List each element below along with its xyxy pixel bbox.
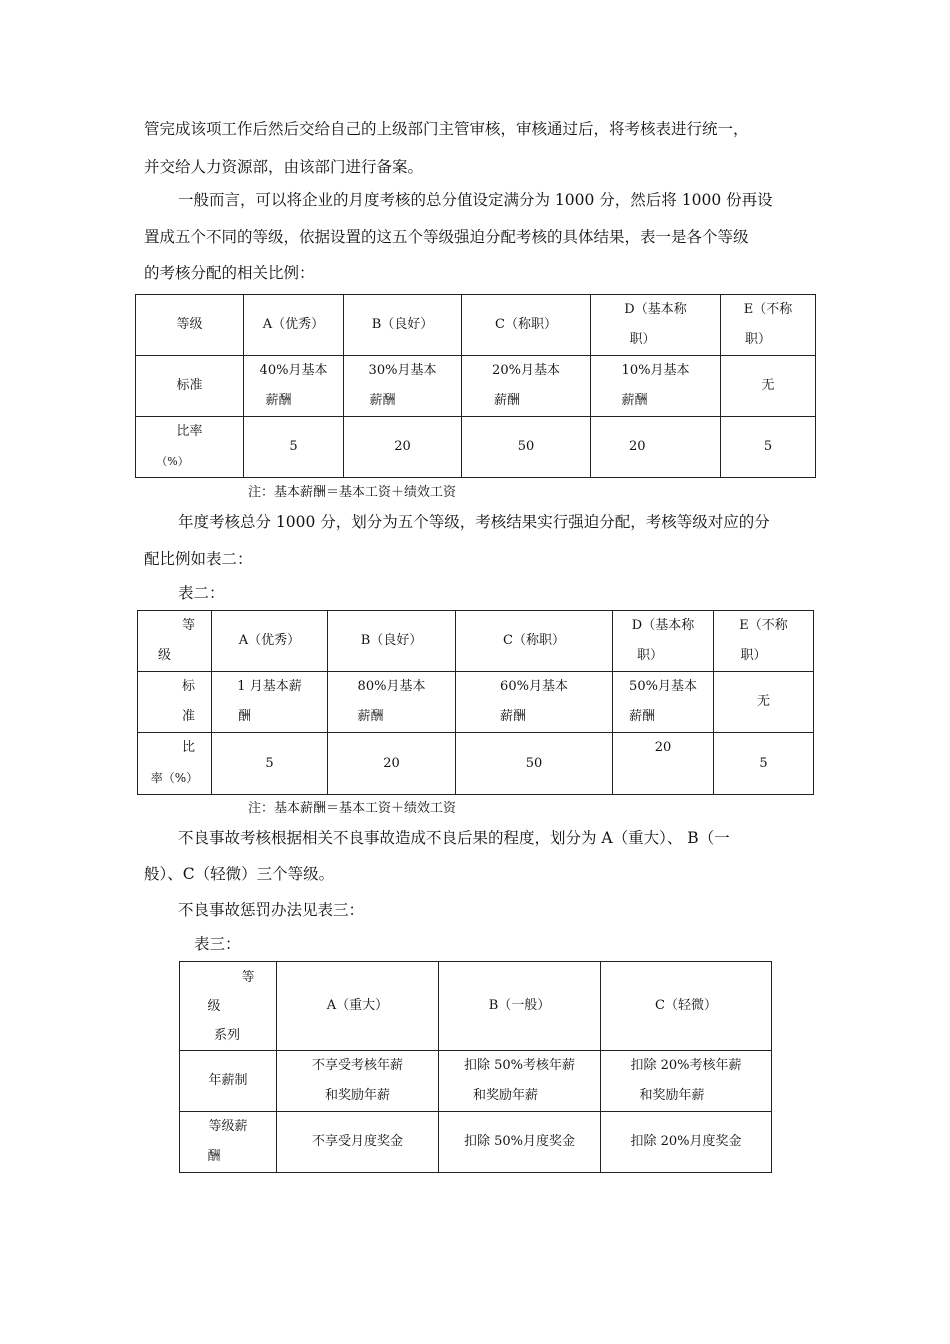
table-cell: 20 — [591, 417, 721, 478]
paragraph-line: 年度考核总分 1000 分，划分为五个等级，考核结果实行强迫分配，考核等级对应的分 — [178, 513, 770, 531]
table-cell: 等级 — [136, 295, 244, 356]
table-cell: C（称职） — [462, 295, 591, 356]
table-cell: 等 级 — [138, 611, 212, 672]
paragraph-line: 并交给人力资源部，由该部门进行备案。 — [144, 158, 424, 176]
table-cell: C（轻微） — [601, 962, 772, 1051]
table-cell: 40%月基本 薪酬 — [244, 356, 344, 417]
table-cell: 10%月基本 薪酬 — [591, 356, 721, 417]
paragraph-line: 的考核分配的相关比例： — [144, 264, 315, 282]
table-cell: 无 — [721, 356, 816, 417]
table-cell: 扣除 20%考核年薪 和奖励年薪 — [601, 1051, 772, 1112]
grade-ratio-table-2 — [137, 610, 814, 795]
table-cell: B（良好） — [344, 295, 462, 356]
paragraph-line: 一般而言，可以将企业的月度考核的总分值设定满分为 1000 分，然后将 1000 份再设 — [178, 191, 773, 209]
paragraph-line: 表二： — [178, 584, 225, 602]
table-cell: 50%月基本 薪酬 — [613, 672, 714, 733]
table-cell: 30%月基本 薪酬 — [344, 356, 462, 417]
table-cell: 20 — [613, 733, 714, 795]
paragraph-line: 不良事故惩罚办法见表三： — [178, 901, 365, 919]
paragraph-line: 不良事故考核根据相关不良事故造成不良后果的程度，划分为 A（重大）、 B（一 — [178, 829, 730, 847]
table-cell: 5 — [212, 733, 328, 795]
table-cell: 20 — [328, 733, 456, 795]
table-cell: 20 — [344, 417, 462, 478]
table-cell: B（一般） — [439, 962, 601, 1051]
table-cell: 5 — [714, 733, 814, 795]
table-cell: A（优秀） — [212, 611, 328, 672]
grade-ratio-table-1 — [135, 294, 816, 478]
table-cell: 标 准 — [138, 672, 212, 733]
table-cell: 50 — [456, 733, 613, 795]
table-cell: 不享受考核年薪 和奖励年薪 — [277, 1051, 439, 1112]
table-cell: 5 — [244, 417, 344, 478]
paragraph-line: 般）、C（轻微）三个等级。 — [144, 865, 335, 883]
table-cell: D（基本称 职） — [613, 611, 714, 672]
table-cell: C（称职） — [456, 611, 613, 672]
table-cell: D（基本称 职） — [591, 295, 721, 356]
table-cell: 等级薪 酬 — [180, 1112, 277, 1173]
paragraph-line: 置成五个不同的等级，依据设置的这五个等级强迫分配考核的具体结果，表一是各个等级 — [144, 228, 749, 246]
table-cell: 无 — [714, 672, 814, 733]
table-note: 注：基本薪酬＝基本工资＋绩效工资 — [248, 801, 457, 816]
table-cell: 50 — [462, 417, 591, 478]
table-cell: 1 月基本薪 酬 — [212, 672, 328, 733]
table-cell: 20%月基本 薪酬 — [462, 356, 591, 417]
table-cell: E（不称 职） — [721, 295, 816, 356]
table-cell: 比率 （%） — [136, 417, 244, 478]
table-cell: B（良好） — [328, 611, 456, 672]
table-cell: 60%月基本 薪酬 — [456, 672, 613, 733]
table-cell: 不享受月度奖金 — [277, 1112, 439, 1173]
paragraph-line: 配比例如表二： — [144, 550, 253, 568]
table-cell: 标准 — [136, 356, 244, 417]
table-cell: A（优秀） — [244, 295, 344, 356]
accident-penalty-table — [179, 961, 772, 1173]
table-cell: 比 率（%） — [138, 733, 212, 795]
table-cell: 等 级 系列 — [180, 962, 277, 1051]
table-cell: E（不称 职） — [714, 611, 814, 672]
table-cell: 扣除 20%月度奖金 — [601, 1112, 772, 1173]
table-note: 注：基本薪酬＝基本工资＋绩效工资 — [248, 485, 457, 500]
table-cell: 5 — [721, 417, 816, 478]
paragraph-line: 表三： — [194, 935, 241, 953]
table-cell: 80%月基本 薪酬 — [328, 672, 456, 733]
table-cell: 年薪制 — [180, 1051, 277, 1112]
paragraph-line: 管完成该项工作后然后交给自己的上级部门主管审核，审核通过后，将考核表进行统一， — [144, 120, 749, 138]
table-cell: 扣除 50%考核年薪 和奖励年薪 — [439, 1051, 601, 1112]
table-cell: 扣除 50%月度奖金 — [439, 1112, 601, 1173]
table-cell: A（重大） — [277, 962, 439, 1051]
